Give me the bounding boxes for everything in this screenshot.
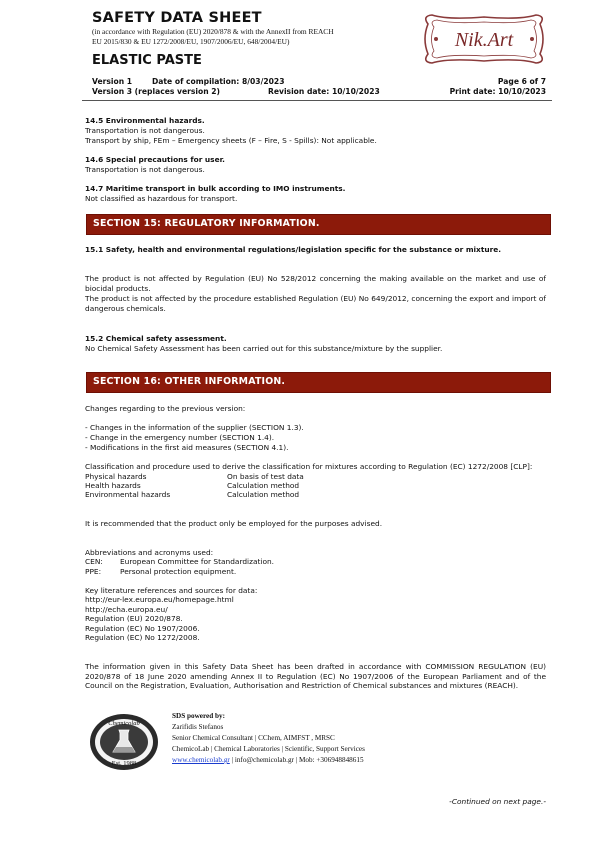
heading-14-6: 14.6 Special precautions for user.: [85, 155, 225, 164]
abbreviation-meaning: European Committee for Standardization.: [120, 557, 275, 566]
text-14-7-line1: Not classified as hazardous for transport.: [85, 194, 238, 203]
final-disclaimer: The information given in this Safety Data Sheet has been drafted in accordance with COMMISSION REGULATION (EU) 2020/878 of 18 June 2020 amending Annex II to Regulation (EC) No 1907/2006 of the European Parliament and of the Council on the Registration, Evaluation, Authorisation and Restriction of Chemical substances and mixtures (REACH).: [85, 662, 546, 691]
abbreviation-meaning: Personal protection equipment.: [120, 567, 237, 576]
recommendation-text: It is recommended that the product only be employed for the purposes advised.: [85, 519, 383, 528]
classification-hazard: Environmental hazards: [85, 490, 171, 499]
header-divider: [82, 100, 552, 101]
heading-15-2: 15.2 Chemical safety assessment.: [85, 334, 227, 343]
version-replaces: Version 3 (replaces version 2): [92, 87, 221, 96]
page-number: Page 6 of 7: [497, 77, 546, 86]
website-link[interactable]: www.chemicolab.gr: [172, 756, 230, 764]
nikart-logo: [418, 10, 550, 68]
continued-note: -Continued on next page.-: [449, 797, 546, 806]
text-15-2: No Chemical Safety Assessment has been carried out for this substance/mixture by the supplier.: [85, 344, 443, 353]
stamp-text-top: Chemicolab: [108, 720, 140, 727]
classification-method: On basis of test data: [227, 472, 304, 481]
product-name: ELASTIC PASTE: [92, 53, 202, 68]
consultant-name: Zarifidis Stefanos: [172, 723, 224, 731]
abbreviation-term: PPE:: [85, 567, 102, 576]
regulation-line-2: EU 2015/830 & EU 1272/2008/EU, 1907/2006/EU, 648/2004/EU): [92, 37, 290, 46]
print-date: Print date: 10/10/2023: [449, 87, 546, 96]
section-16-header: [86, 372, 551, 393]
change-item: - Modifications in the first aid measures (SECTION 4.1).: [85, 443, 289, 452]
contact-details: | info@chemicolab.gr | Mob: +306948848615: [229, 756, 364, 764]
compilation-date: Date of compilation: 8/03/2023: [152, 77, 285, 86]
reference-item: Regulation (EC) No 1907/2006.: [85, 624, 200, 633]
stamp-text-bottom: Est. 1988: [111, 760, 137, 767]
heading-14-5: 14.5 Environmental hazards.: [85, 116, 205, 125]
abbreviations-intro: Abbreviations and acronyms used:: [85, 548, 214, 557]
reference-item: Regulation (EU) 2020/878.: [85, 614, 183, 623]
reference-link[interactable]: http://echa.europa.eu/: [85, 605, 168, 614]
change-item: - Change in the emergency number (SECTION 1.4).: [85, 433, 275, 442]
classification-method: Calculation method: [227, 490, 300, 499]
classification-intro: Classification and procedure used to derive the classification for mixtures according to Regulation (EC) 1272/2008 [CLP]:: [85, 462, 533, 471]
change-item: - Changes in the information of the supplier (SECTION 1.3).: [85, 423, 304, 432]
reference-link[interactable]: http://eur-lex.europa.eu/homepage.html: [85, 595, 234, 604]
chemicolab-stamp: [88, 712, 160, 772]
changes-intro: Changes regarding to the previous version:: [85, 404, 246, 413]
classification-method: Calculation method: [227, 481, 300, 490]
text-14-5-line2: Transport by ship, FEm – Emergency sheets (F – Fire, S - Spills): Not applicable.: [85, 136, 377, 145]
consultant-title: Senior Chemical Consultant | CChem, AIMFST , MRSC: [172, 734, 335, 742]
contact-line: [172, 756, 364, 764]
references-intro: Key literature references and sources for data:: [85, 586, 258, 595]
text-14-5-line1: Transportation is not dangerous.: [85, 126, 205, 135]
version-label: Version 1: [92, 77, 133, 86]
logo-text: Nik.Art: [454, 29, 514, 51]
abbreviation-term: CEN:: [85, 557, 103, 566]
section-15-para-2: The product is not affected by the procedure established Regulation (EU) No 649/2012, concerning the export and import of dangerous chemicals.: [85, 294, 546, 313]
classification-hazard: Physical hazards: [85, 472, 147, 481]
reference-item: Regulation (EC) No 1272/2008.: [85, 633, 200, 642]
heading-14-7: 14.7 Maritime transport in bulk according to IMO instruments.: [85, 184, 346, 193]
section-15-para-1: The product is not affected by Regulation (EU) No 528/2012 concerning the making available on the market and use of biocidal products.: [85, 274, 546, 293]
company-line: ChemicoLab | Chemical Laboratories | Scientific, Support Services: [172, 745, 365, 753]
revision-date: Revision date: 10/10/2023: [268, 87, 380, 96]
text-14-6-line1: Transportation is not dangerous.: [85, 165, 205, 174]
regulation-line-1: (in accordance with Regulation (EU) 2020/878 & with the AnnexII from REACH: [92, 27, 334, 36]
heading-15-1: 15.1 Safety, health and environmental regulations/legislation specific for the substance or mixture.: [85, 245, 502, 254]
classification-hazard: Health hazards: [85, 481, 141, 490]
section-15-header: [86, 214, 551, 235]
section-15-title: SECTION 15: REGULATORY INFORMATION.: [93, 218, 320, 229]
document-title: SAFETY DATA SHEET: [92, 10, 262, 26]
powered-by-label: SDS powered by:: [172, 712, 225, 720]
section-16-title: SECTION 16: OTHER INFORMATION.: [93, 376, 286, 387]
